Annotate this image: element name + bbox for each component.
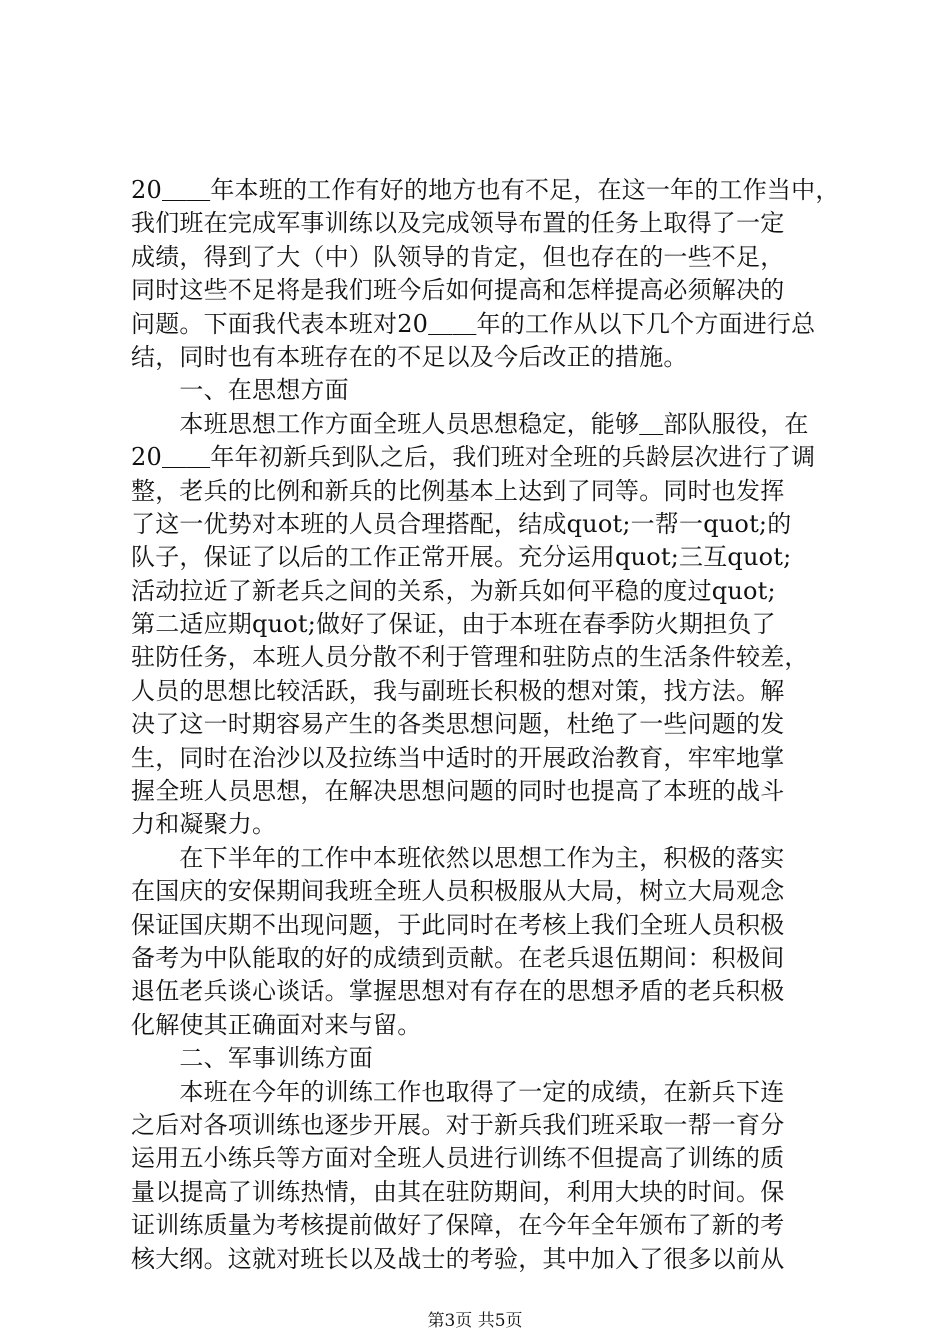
text-line: 同时这些不足将是我们班今后如何提高和怎样提高必须解决的: [131, 276, 785, 305]
text-line: 之后对各项训练也逐步开展。对于新兵我们班采取一帮一育分: [131, 1110, 785, 1139]
text-line: 保证国庆期不出现问题，于此同时在考核上我们全班人员积极: [131, 910, 785, 939]
text-line: 结，同时也有本班存在的不足以及今后改正的措施。: [131, 342, 688, 371]
text-line: 量以提高了训练热情，由其在驻防期间，利用大块的时间。保: [131, 1177, 785, 1206]
text-line: 在国庆的安保期间我班全班人员积极服从大局，树立大局观念: [131, 877, 785, 906]
text-line: 化解使其正确面对来与留。: [131, 1010, 422, 1039]
text-line: 一、在思想方面: [131, 376, 349, 405]
text-line: 问题。下面我代表本班对20＿＿年的工作从以下几个方面进行总: [131, 309, 816, 338]
text-line: 核大纲。这就对班长以及战士的考验，其中加入了很多以前从: [131, 1244, 785, 1273]
text-line: 我们班在完成军事训练以及完成领导布置的任务上取得了一定: [131, 209, 785, 238]
text-line: 成绩，得到了大（中）队领导的肯定，但也存在的一些不足，: [131, 242, 785, 271]
text-line: 人员的思想比较活跃，我与副班长积极的想对策，找方法。解: [131, 676, 785, 705]
text-line: 力和凝聚力。: [131, 810, 277, 839]
text-line: 生，同时在治沙以及拉练当中适时的开展政治教育，牢牢地掌: [131, 743, 785, 772]
text-line: 20＿＿年年初新兵到队之后，我们班对全班的兵龄层次进行了调: [131, 443, 816, 472]
text-line: 本班思想工作方面全班人员思想稳定，能够＿部队服役，在: [131, 409, 809, 438]
page-footer: 第3页 共5页: [427, 1311, 523, 1331]
text-line: 备考为中队能取的好的成绩到贡献。在老兵退伍期间：积极间: [131, 943, 785, 972]
text-line: 20＿＿年本班的工作有好的地方也有不足，在这一年的工作当中，: [131, 176, 840, 204]
text-line: 整，老兵的比例和新兵的比例基本上达到了同等。同时也发挥: [131, 476, 785, 505]
text-line: 了这一优势对本班的人员合理搭配，结成quot;一帮一quot;的: [131, 509, 792, 538]
text-line: 运用五小练兵等方面对全班人员进行训练不但提高了训练的质: [131, 1144, 785, 1173]
text-line: 在下半年的工作中本班依然以思想工作为主，积极的落实: [131, 843, 785, 872]
text-line: 握全班人员思想，在解决思想问题的同时也提高了本班的战斗: [131, 777, 785, 806]
text-line: 退伍老兵谈心谈话。掌握思想对有存在的思想矛盾的老兵积极: [131, 977, 785, 1006]
text-line: 活动拉近了新老兵之间的关系，为新兵如何平稳的度过quot;: [131, 576, 776, 605]
document-body: [131, 174, 840, 1276]
text-line: 决了这一时期容易产生的各类思想问题，杜绝了一些问题的发: [131, 710, 785, 739]
text-line: 驻防任务，本班人员分散不利于管理和驻防点的生活条件较差，: [131, 643, 809, 672]
text-line: 二、军事训练方面: [131, 1044, 373, 1073]
text-line: 队子，保证了以后的工作正常开展。充分运用quot;三互quot;: [131, 543, 792, 572]
text-line: 证训练质量为考核提前做好了保障，在今年全年颁布了新的考: [131, 1211, 785, 1240]
text-line: 第二适应期quot;做好了保证，由于本班在春季防火期担负了: [131, 610, 776, 639]
text-line: 本班在今年的训练工作也取得了一定的成绩，在新兵下连: [131, 1077, 785, 1106]
